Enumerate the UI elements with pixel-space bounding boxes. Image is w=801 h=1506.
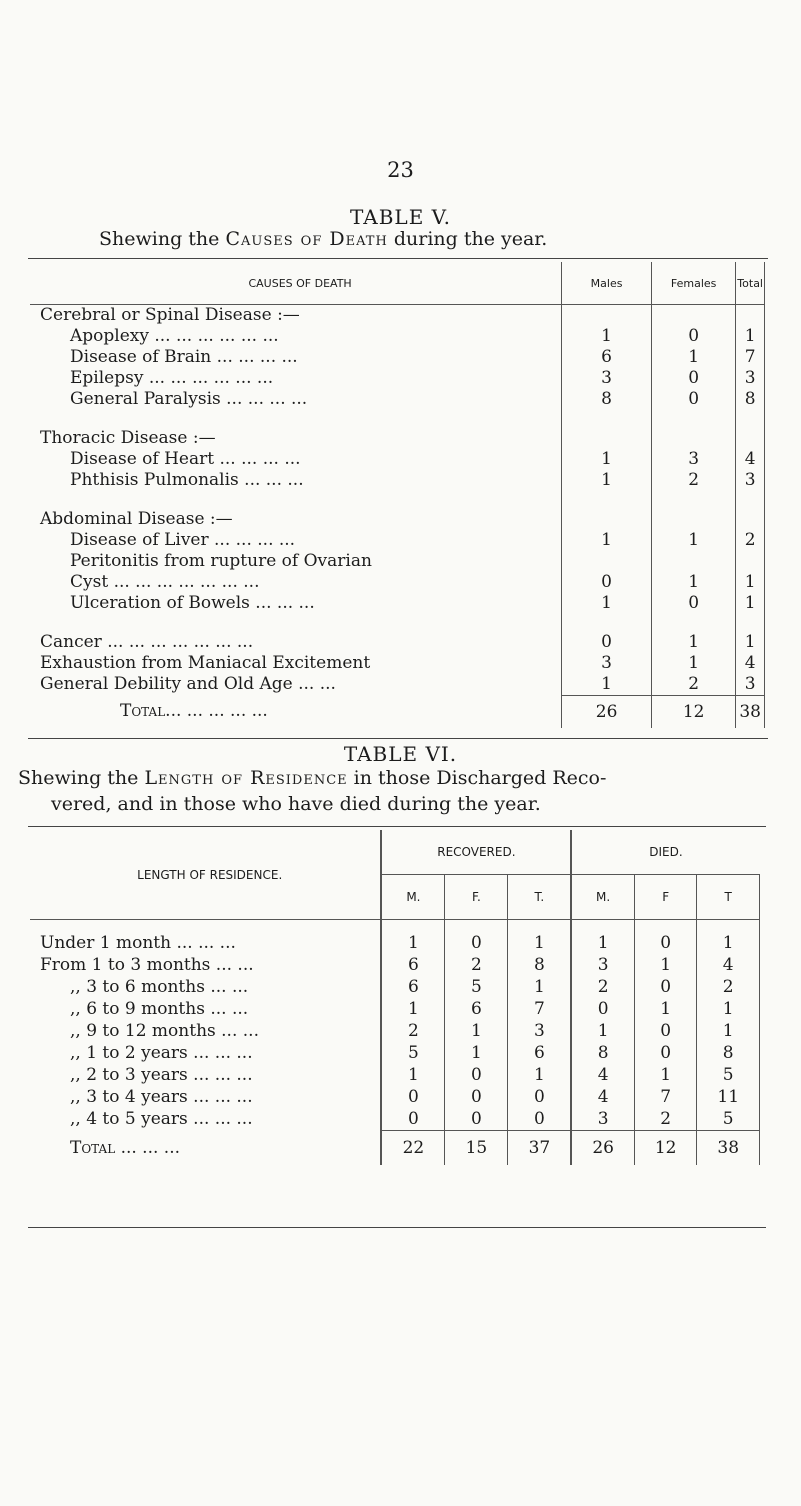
total-label: Total... ... ... ... ... [30, 696, 562, 729]
recovered-t: 1 [508, 932, 571, 954]
table-row [30, 998, 760, 1020]
page-number: 23 [387, 158, 414, 182]
total-value: 4 [736, 449, 765, 470]
died-m: 1 [571, 932, 634, 954]
recovered-m: 1 [381, 998, 444, 1020]
col-header-total: Total [736, 262, 765, 305]
females-value [651, 551, 735, 572]
females-value [651, 614, 735, 632]
females-value [651, 428, 735, 449]
table-6-title: TABLE VI. [343, 742, 458, 766]
died-t: 11 [697, 1086, 760, 1108]
recovered-f: 0 [445, 1064, 508, 1086]
females-value: 0 [651, 368, 735, 389]
died-t: 1 [697, 1020, 760, 1042]
recovered-m: 6 [381, 976, 444, 998]
table-row [30, 551, 765, 572]
males-value [562, 614, 652, 632]
recovered-m: 5 [381, 1042, 444, 1064]
col-header-length: LENGTH OF RESIDENCE. [30, 830, 381, 920]
col-header-died-m: M. [571, 875, 634, 920]
total-value: 3 [736, 368, 765, 389]
table-row [30, 368, 765, 389]
died-f: 7 [634, 1086, 697, 1108]
table-row [30, 674, 765, 696]
total-value [736, 305, 765, 327]
died-m: 2 [571, 976, 634, 998]
died-t: 5 [697, 1064, 760, 1086]
males-value: 1 [562, 326, 652, 347]
males-value: 1 [562, 449, 652, 470]
residence-label: ,, 9 to 12 months ... ... [30, 1020, 381, 1042]
table-5-body [30, 305, 765, 729]
table-row [30, 1020, 760, 1042]
cause-label: Abdominal Disease :— [30, 509, 562, 530]
recovered-f: 5 [445, 976, 508, 998]
total-value [736, 428, 765, 449]
males-value: 1 [562, 593, 652, 614]
table-row [30, 653, 765, 674]
females-value [651, 305, 735, 327]
table-row [30, 305, 765, 327]
residence-label: ,, 3 to 4 years ... ... ... [30, 1086, 381, 1108]
table-row [30, 1108, 760, 1131]
died-f: 0 [634, 932, 697, 954]
died-f: 1 [634, 954, 697, 976]
recovered-t: 1 [508, 976, 571, 998]
females-total: 12 [651, 696, 735, 729]
recovered-m: 2 [381, 1020, 444, 1042]
died-f: 1 [634, 998, 697, 1020]
recovered-f: 0 [445, 1108, 508, 1131]
cause-label: Disease of Heart ... ... ... ... [30, 449, 562, 470]
males-value: 3 [562, 653, 652, 674]
table-row [30, 530, 765, 551]
total-value [736, 614, 765, 632]
females-value: 1 [651, 530, 735, 551]
recovered-t: 1 [508, 1064, 571, 1086]
recovered-f: 1 [445, 1042, 508, 1064]
cause-label: Cancer ... ... ... ... ... ... ... [30, 632, 562, 653]
recovered-f: 1 [445, 1020, 508, 1042]
total-label: Total ... ... ... [30, 1131, 381, 1166]
table-5 [30, 262, 765, 728]
total-value: 1 [736, 593, 765, 614]
table-row [30, 593, 765, 614]
died-f: 1 [634, 1064, 697, 1086]
recovered-m-total: 22 [381, 1131, 444, 1166]
residence-label: ,, 6 to 9 months ... ... [30, 998, 381, 1020]
females-value: 1 [651, 653, 735, 674]
table-row [30, 1064, 760, 1086]
recovered-t: 7 [508, 998, 571, 1020]
cause-label: Disease of Brain ... ... ... ... [30, 347, 562, 368]
table-row [30, 326, 765, 347]
table-row [30, 347, 765, 368]
cause-label: Thoracic Disease :— [30, 428, 562, 449]
total-value: 1 [736, 572, 765, 593]
total-row [30, 696, 765, 729]
table-row [30, 470, 765, 491]
table-5-top-rule [28, 258, 768, 259]
col-header-rec-f: F. [445, 875, 508, 920]
females-value [651, 509, 735, 530]
cause-label: General Paralysis ... ... ... ... [30, 389, 562, 410]
cause-label: Epilepsy ... ... ... ... ... ... [30, 368, 562, 389]
col-header-died-f: F [634, 875, 697, 920]
females-value: 1 [651, 572, 735, 593]
died-t: 1 [697, 932, 760, 954]
residence-label: Under 1 month ... ... ... [30, 932, 381, 954]
total-value: 1 [736, 326, 765, 347]
col-header-died: DIED. [649, 845, 683, 859]
residence-label: ,, 2 to 3 years ... ... ... [30, 1064, 381, 1086]
table-row [30, 449, 765, 470]
table-row [30, 976, 760, 998]
died-m: 1 [571, 1020, 634, 1042]
recovered-m: 0 [381, 1108, 444, 1131]
cause-label [30, 491, 562, 509]
recovered-m: 1 [381, 1064, 444, 1086]
table-6-subtitle: Shewing the Length of Residence in those Discharged Reco- [18, 767, 607, 789]
males-value [562, 551, 652, 572]
total-value [736, 551, 765, 572]
males-total: 26 [562, 696, 652, 729]
recovered-f-total: 15 [445, 1131, 508, 1166]
died-m-total: 26 [571, 1131, 634, 1166]
col-header-males: Males [562, 262, 652, 305]
table-6-bottom-rule [28, 1227, 766, 1228]
table-row [30, 509, 765, 530]
col-header-rec-m: M. [381, 875, 444, 920]
col-header-cause: CAUSES OF DEATH [30, 262, 562, 305]
cause-label: Peritonitis from rupture of Ovarian [30, 551, 562, 572]
died-f: 0 [634, 976, 697, 998]
recovered-t: 0 [508, 1108, 571, 1131]
table-row [30, 410, 765, 428]
cause-label: Ulceration of Bowels ... ... ... [30, 593, 562, 614]
col-header-died-t: T [697, 875, 760, 920]
males-value: 1 [562, 530, 652, 551]
table-5-subtitle: Shewing the Causes of Death during the year. [99, 228, 548, 250]
died-f: 0 [634, 1042, 697, 1064]
males-value [562, 428, 652, 449]
cause-label: Phthisis Pulmonalis ... ... ... [30, 470, 562, 491]
died-m: 4 [571, 1086, 634, 1108]
total-value [736, 509, 765, 530]
males-value [562, 410, 652, 428]
died-t-total: 38 [697, 1131, 760, 1166]
table-row [30, 1042, 760, 1064]
males-value: 3 [562, 368, 652, 389]
females-value [651, 410, 735, 428]
cause-label: Apoplexy ... ... ... ... ... ... [30, 326, 562, 347]
died-f: 0 [634, 1020, 697, 1042]
died-f-total: 12 [634, 1131, 697, 1166]
table-row [30, 632, 765, 653]
grand-total: 38 [736, 696, 765, 729]
table-row [30, 572, 765, 593]
cause-label [30, 614, 562, 632]
females-value: 0 [651, 593, 735, 614]
col-header-females: Females [651, 262, 735, 305]
cause-label: Disease of Liver ... ... ... ... [30, 530, 562, 551]
cause-label: General Debility and Old Age ... ... [30, 674, 562, 696]
table-6 [30, 830, 760, 1165]
females-value: 2 [651, 674, 735, 696]
total-value: 8 [736, 389, 765, 410]
table-5-bottom-rule [28, 738, 768, 739]
recovered-t: 8 [508, 954, 571, 976]
table-row [30, 491, 765, 509]
recovered-m: 1 [381, 932, 444, 954]
females-value: 0 [651, 326, 735, 347]
males-value: 6 [562, 347, 652, 368]
females-value: 3 [651, 449, 735, 470]
total-value: 3 [736, 470, 765, 491]
cause-label [30, 410, 562, 428]
table-6-top-rule [28, 826, 766, 827]
recovered-m: 0 [381, 1086, 444, 1108]
died-m: 3 [571, 954, 634, 976]
died-m: 4 [571, 1064, 634, 1086]
females-value: 0 [651, 389, 735, 410]
males-value: 0 [562, 632, 652, 653]
total-value: 1 [736, 632, 765, 653]
total-value: 3 [736, 674, 765, 696]
total-value: 2 [736, 530, 765, 551]
recovered-t: 6 [508, 1042, 571, 1064]
residence-label: From 1 to 3 months ... ... [30, 954, 381, 976]
females-value [651, 491, 735, 509]
females-value: 1 [651, 347, 735, 368]
recovered-t: 3 [508, 1020, 571, 1042]
cause-label: Cerebral or Spinal Disease :— [30, 305, 562, 327]
table-row [30, 389, 765, 410]
total-value: 4 [736, 653, 765, 674]
table-5-title: TABLE V. [350, 205, 451, 229]
total-row [30, 1131, 760, 1166]
table-row [30, 954, 760, 976]
recovered-m: 6 [381, 954, 444, 976]
males-value: 0 [562, 572, 652, 593]
females-value: 2 [651, 470, 735, 491]
table-6-subtitle-line2: vered, and in those who have died during the year. [51, 793, 541, 815]
table-row [30, 932, 760, 954]
total-value [736, 491, 765, 509]
died-t: 2 [697, 976, 760, 998]
died-t: 8 [697, 1042, 760, 1064]
females-value: 1 [651, 632, 735, 653]
died-f: 2 [634, 1108, 697, 1131]
males-value [562, 491, 652, 509]
males-value: 1 [562, 470, 652, 491]
spacer-row [30, 920, 760, 933]
residence-label: ,, 4 to 5 years ... ... ... [30, 1108, 381, 1131]
died-m: 8 [571, 1042, 634, 1064]
table-row [30, 1086, 760, 1108]
died-t: 4 [697, 954, 760, 976]
residence-label: ,, 1 to 2 years ... ... ... [30, 1042, 381, 1064]
table-6-body [30, 920, 760, 1166]
males-value: 8 [562, 389, 652, 410]
residence-label: ,, 3 to 6 months ... ... [30, 976, 381, 998]
table-row [30, 614, 765, 632]
recovered-f: 6 [445, 998, 508, 1020]
total-value: 7 [736, 347, 765, 368]
males-value [562, 509, 652, 530]
died-m: 3 [571, 1108, 634, 1131]
recovered-t: 0 [508, 1086, 571, 1108]
died-m: 0 [571, 998, 634, 1020]
recovered-f: 0 [445, 1086, 508, 1108]
died-t: 1 [697, 998, 760, 1020]
table-row [30, 428, 765, 449]
died-t: 5 [697, 1108, 760, 1131]
col-header-recovered: RECOVERED. [381, 830, 571, 875]
males-value: 1 [562, 674, 652, 696]
recovered-f: 2 [445, 954, 508, 976]
recovered-t-total: 37 [508, 1131, 571, 1166]
total-value [736, 410, 765, 428]
recovered-f: 0 [445, 932, 508, 954]
cause-label: Cyst ... ... ... ... ... ... ... [30, 572, 562, 593]
col-header-rec-t: T. [508, 875, 571, 920]
cause-label: Exhaustion from Maniacal Excitement [30, 653, 562, 674]
males-value [562, 305, 652, 327]
